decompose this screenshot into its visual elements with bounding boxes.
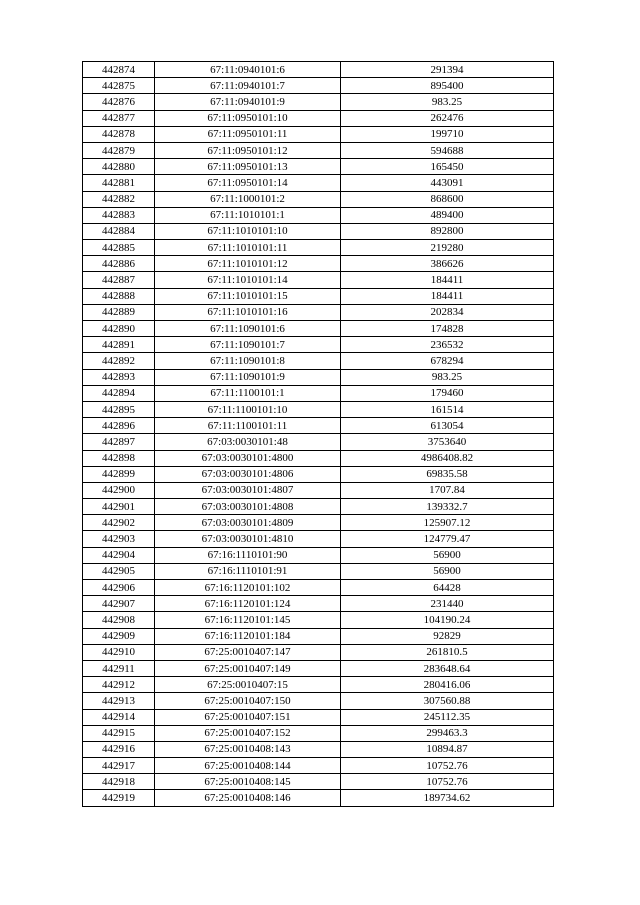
table-row bbox=[83, 385, 554, 401]
value-cell: 299463.3 bbox=[341, 725, 554, 741]
value-cell: 125907.12 bbox=[341, 515, 554, 531]
cadastral-number-cell: 67:11:0950101:11 bbox=[155, 126, 341, 142]
row-number-cell: 442883 bbox=[83, 207, 155, 223]
table-row bbox=[83, 142, 554, 158]
value-cell: 10752.76 bbox=[341, 774, 554, 790]
row-number-cell: 442898 bbox=[83, 450, 155, 466]
row-number-cell: 442891 bbox=[83, 337, 155, 353]
value-cell: 443091 bbox=[341, 175, 554, 191]
cadastral-number-cell: 67:11:0940101:7 bbox=[155, 78, 341, 94]
cadastral-number-cell: 67:11:1090101:6 bbox=[155, 321, 341, 337]
row-number-cell: 442885 bbox=[83, 240, 155, 256]
row-number-cell: 442887 bbox=[83, 272, 155, 288]
table-row bbox=[83, 612, 554, 628]
cadastral-number-cell: 67:11:1100101:10 bbox=[155, 401, 341, 417]
cadastral-number-cell: 67:11:1090101:9 bbox=[155, 369, 341, 385]
row-number-cell: 442892 bbox=[83, 353, 155, 369]
cadastral-number-cell: 67:25:0010407:147 bbox=[155, 644, 341, 660]
cadastral-number-cell: 67:11:1100101:11 bbox=[155, 418, 341, 434]
cadastral-number-cell: 67:16:1110101:90 bbox=[155, 547, 341, 563]
table-row bbox=[83, 288, 554, 304]
table-row bbox=[83, 741, 554, 757]
row-number-cell: 442889 bbox=[83, 304, 155, 320]
row-number-cell: 442896 bbox=[83, 418, 155, 434]
row-number-cell: 442894 bbox=[83, 385, 155, 401]
table-row bbox=[83, 580, 554, 596]
table-row bbox=[83, 660, 554, 676]
value-cell: 104190.24 bbox=[341, 612, 554, 628]
table-row bbox=[83, 774, 554, 790]
value-cell: 262476 bbox=[341, 110, 554, 126]
table-row bbox=[83, 304, 554, 320]
value-cell: 184411 bbox=[341, 288, 554, 304]
cadastral-number-cell: 67:11:0940101:9 bbox=[155, 94, 341, 110]
value-cell: 261810.5 bbox=[341, 644, 554, 660]
value-cell: 179460 bbox=[341, 385, 554, 401]
value-cell: 64428 bbox=[341, 580, 554, 596]
row-number-cell: 442882 bbox=[83, 191, 155, 207]
table-row bbox=[83, 644, 554, 660]
cadastral-number-cell: 67:11:1090101:8 bbox=[155, 353, 341, 369]
value-cell: 868600 bbox=[341, 191, 554, 207]
table-row bbox=[83, 175, 554, 191]
table-row bbox=[83, 191, 554, 207]
row-number-cell: 442911 bbox=[83, 660, 155, 676]
value-cell: 283648.64 bbox=[341, 660, 554, 676]
cadastral-number-cell: 67:11:1010101:16 bbox=[155, 304, 341, 320]
value-cell: 189734.62 bbox=[341, 790, 554, 806]
cadastral-number-cell: 67:11:0950101:14 bbox=[155, 175, 341, 191]
cadastral-number-cell: 67:03:0030101:4807 bbox=[155, 482, 341, 498]
cadastral-number-cell: 67:11:1000101:2 bbox=[155, 191, 341, 207]
table-row bbox=[83, 499, 554, 515]
table-row bbox=[83, 790, 554, 806]
cadastral-number-cell: 67:11:1010101:15 bbox=[155, 288, 341, 304]
table-row bbox=[83, 515, 554, 531]
row-number-cell: 442877 bbox=[83, 110, 155, 126]
cadastral-number-cell: 67:03:0030101:4809 bbox=[155, 515, 341, 531]
value-cell: 174828 bbox=[341, 321, 554, 337]
cadastral-number-cell: 67:11:0950101:12 bbox=[155, 142, 341, 158]
table-row bbox=[83, 159, 554, 175]
cadastral-value-table bbox=[82, 61, 554, 807]
table-row bbox=[83, 353, 554, 369]
value-cell: 895400 bbox=[341, 78, 554, 94]
table-row bbox=[83, 223, 554, 239]
cadastral-number-cell: 67:16:1120101:145 bbox=[155, 612, 341, 628]
table-row bbox=[83, 725, 554, 741]
cadastral-number-cell: 67:25:0010407:15 bbox=[155, 677, 341, 693]
table-row bbox=[83, 758, 554, 774]
table-row bbox=[83, 401, 554, 417]
cadastral-number-cell: 67:03:0030101:4808 bbox=[155, 499, 341, 515]
cadastral-number-cell: 67:11:0940101:6 bbox=[155, 62, 341, 78]
value-cell: 4986408.82 bbox=[341, 450, 554, 466]
value-cell: 1707.84 bbox=[341, 482, 554, 498]
row-number-cell: 442918 bbox=[83, 774, 155, 790]
table-row bbox=[83, 563, 554, 579]
row-number-cell: 442901 bbox=[83, 499, 155, 515]
cadastral-number-cell: 67:11:1010101:14 bbox=[155, 272, 341, 288]
value-cell: 56900 bbox=[341, 563, 554, 579]
table-row bbox=[83, 321, 554, 337]
value-cell: 236532 bbox=[341, 337, 554, 353]
cadastral-number-cell: 67:25:0010407:150 bbox=[155, 693, 341, 709]
table-row bbox=[83, 110, 554, 126]
cadastral-number-cell: 67:25:0010407:152 bbox=[155, 725, 341, 741]
value-cell: 165450 bbox=[341, 159, 554, 175]
value-cell: 10752.76 bbox=[341, 758, 554, 774]
value-cell: 594688 bbox=[341, 142, 554, 158]
row-number-cell: 442916 bbox=[83, 741, 155, 757]
row-number-cell: 442897 bbox=[83, 434, 155, 450]
row-number-cell: 442913 bbox=[83, 693, 155, 709]
table-row bbox=[83, 94, 554, 110]
row-number-cell: 442888 bbox=[83, 288, 155, 304]
cadastral-number-cell: 67:11:1010101:1 bbox=[155, 207, 341, 223]
value-cell: 489400 bbox=[341, 207, 554, 223]
value-cell: 184411 bbox=[341, 272, 554, 288]
row-number-cell: 442903 bbox=[83, 531, 155, 547]
table-row bbox=[83, 547, 554, 563]
table-row bbox=[83, 628, 554, 644]
value-cell: 307560.88 bbox=[341, 693, 554, 709]
value-cell: 199710 bbox=[341, 126, 554, 142]
row-number-cell: 442876 bbox=[83, 94, 155, 110]
cadastral-number-cell: 67:16:1120101:124 bbox=[155, 596, 341, 612]
row-number-cell: 442886 bbox=[83, 256, 155, 272]
value-cell: 10894.87 bbox=[341, 741, 554, 757]
cadastral-number-cell: 67:25:0010408:143 bbox=[155, 741, 341, 757]
row-number-cell: 442899 bbox=[83, 466, 155, 482]
row-number-cell: 442879 bbox=[83, 142, 155, 158]
value-cell: 219280 bbox=[341, 240, 554, 256]
row-number-cell: 442908 bbox=[83, 612, 155, 628]
value-cell: 613054 bbox=[341, 418, 554, 434]
cadastral-number-cell: 67:25:0010407:151 bbox=[155, 709, 341, 725]
row-number-cell: 442905 bbox=[83, 563, 155, 579]
cadastral-number-cell: 67:25:0010407:149 bbox=[155, 660, 341, 676]
table-row bbox=[83, 482, 554, 498]
table-row bbox=[83, 207, 554, 223]
table-row bbox=[83, 240, 554, 256]
row-number-cell: 442884 bbox=[83, 223, 155, 239]
table-row bbox=[83, 256, 554, 272]
row-number-cell: 442919 bbox=[83, 790, 155, 806]
table-row bbox=[83, 126, 554, 142]
cadastral-number-cell: 67:11:1010101:12 bbox=[155, 256, 341, 272]
cadastral-number-cell: 67:11:1010101:11 bbox=[155, 240, 341, 256]
row-number-cell: 442909 bbox=[83, 628, 155, 644]
row-number-cell: 442907 bbox=[83, 596, 155, 612]
row-number-cell: 442893 bbox=[83, 369, 155, 385]
table-body bbox=[83, 62, 554, 807]
value-cell: 92829 bbox=[341, 628, 554, 644]
value-cell: 291394 bbox=[341, 62, 554, 78]
table-row bbox=[83, 693, 554, 709]
cadastral-number-cell: 67:03:0030101:4810 bbox=[155, 531, 341, 547]
table-row bbox=[83, 677, 554, 693]
cadastral-number-cell: 67:25:0010408:144 bbox=[155, 758, 341, 774]
value-cell: 56900 bbox=[341, 547, 554, 563]
row-number-cell: 442881 bbox=[83, 175, 155, 191]
row-number-cell: 442875 bbox=[83, 78, 155, 94]
row-number-cell: 442912 bbox=[83, 677, 155, 693]
cadastral-number-cell: 67:11:1090101:7 bbox=[155, 337, 341, 353]
cadastral-number-cell: 67:16:1120101:184 bbox=[155, 628, 341, 644]
row-number-cell: 442880 bbox=[83, 159, 155, 175]
row-number-cell: 442895 bbox=[83, 401, 155, 417]
row-number-cell: 442904 bbox=[83, 547, 155, 563]
table-row bbox=[83, 272, 554, 288]
row-number-cell: 442878 bbox=[83, 126, 155, 142]
row-number-cell: 442874 bbox=[83, 62, 155, 78]
value-cell: 386626 bbox=[341, 256, 554, 272]
row-number-cell: 442902 bbox=[83, 515, 155, 531]
table-row bbox=[83, 450, 554, 466]
row-number-cell: 442910 bbox=[83, 644, 155, 660]
cadastral-number-cell: 67:03:0030101:48 bbox=[155, 434, 341, 450]
row-number-cell: 442917 bbox=[83, 758, 155, 774]
table-row bbox=[83, 434, 554, 450]
value-cell: 139332.7 bbox=[341, 499, 554, 515]
value-cell: 161514 bbox=[341, 401, 554, 417]
value-cell: 983.25 bbox=[341, 94, 554, 110]
row-number-cell: 442914 bbox=[83, 709, 155, 725]
value-cell: 892800 bbox=[341, 223, 554, 239]
table-row bbox=[83, 78, 554, 94]
table-row bbox=[83, 369, 554, 385]
cadastral-number-cell: 67:25:0010408:145 bbox=[155, 774, 341, 790]
value-cell: 245112.35 bbox=[341, 709, 554, 725]
value-cell: 678294 bbox=[341, 353, 554, 369]
value-cell: 983.25 bbox=[341, 369, 554, 385]
value-cell: 280416.06 bbox=[341, 677, 554, 693]
cadastral-number-cell: 67:03:0030101:4806 bbox=[155, 466, 341, 482]
table-row bbox=[83, 418, 554, 434]
cadastral-number-cell: 67:11:1100101:1 bbox=[155, 385, 341, 401]
table-row bbox=[83, 466, 554, 482]
row-number-cell: 442900 bbox=[83, 482, 155, 498]
table-row bbox=[83, 531, 554, 547]
cadastral-number-cell: 67:03:0030101:4800 bbox=[155, 450, 341, 466]
value-cell: 124779.47 bbox=[341, 531, 554, 547]
row-number-cell: 442890 bbox=[83, 321, 155, 337]
cadastral-number-cell: 67:16:1110101:91 bbox=[155, 563, 341, 579]
table-row bbox=[83, 62, 554, 78]
value-cell: 202834 bbox=[341, 304, 554, 320]
cadastral-number-cell: 67:16:1120101:102 bbox=[155, 580, 341, 596]
row-number-cell: 442906 bbox=[83, 580, 155, 596]
cadastral-number-cell: 67:11:0950101:10 bbox=[155, 110, 341, 126]
value-cell: 3753640 bbox=[341, 434, 554, 450]
row-number-cell: 442915 bbox=[83, 725, 155, 741]
table-row bbox=[83, 596, 554, 612]
value-cell: 231440 bbox=[341, 596, 554, 612]
cadastral-number-cell: 67:25:0010408:146 bbox=[155, 790, 341, 806]
table-row bbox=[83, 337, 554, 353]
cadastral-number-cell: 67:11:1010101:10 bbox=[155, 223, 341, 239]
cadastral-number-cell: 67:11:0950101:13 bbox=[155, 159, 341, 175]
table-row bbox=[83, 709, 554, 725]
value-cell: 69835.58 bbox=[341, 466, 554, 482]
